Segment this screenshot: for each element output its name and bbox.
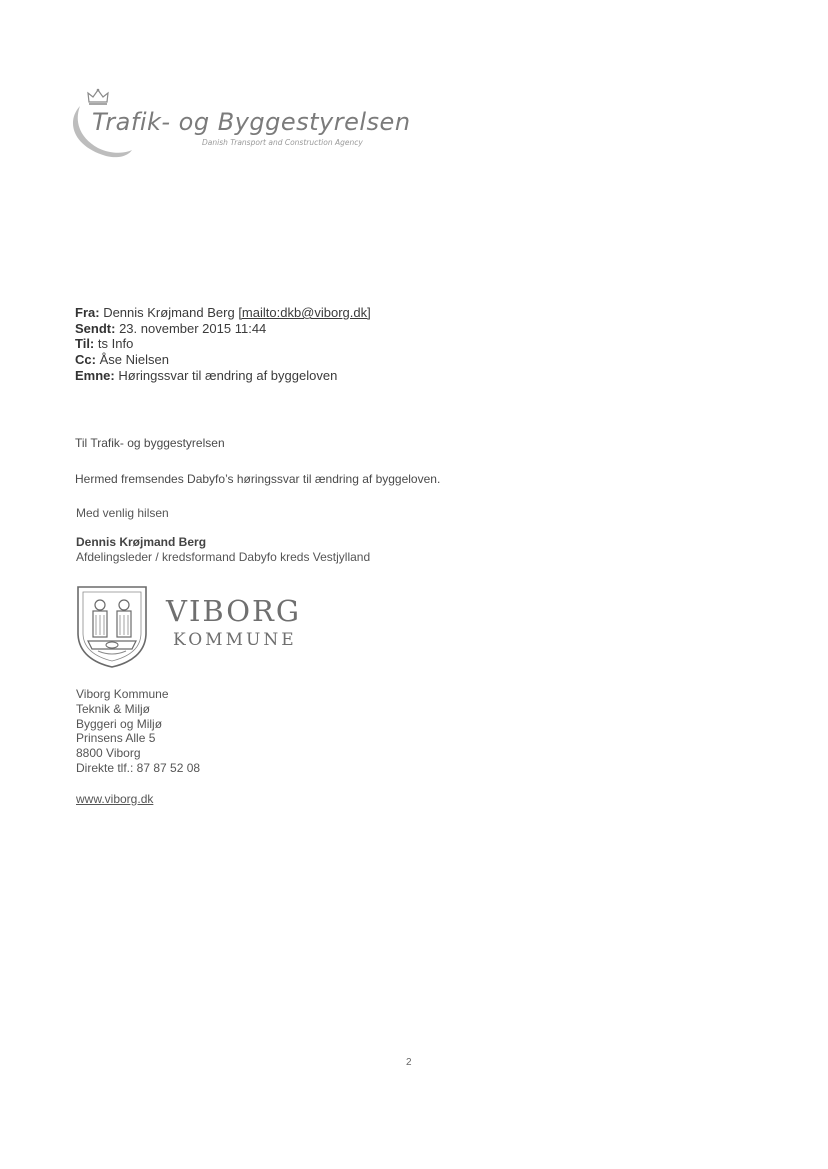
from-label: Fra:: [75, 305, 100, 320]
sent-line: [75, 321, 266, 337]
cc-line: [75, 352, 169, 368]
agency-logo: [66, 88, 411, 160]
signature-name: Dennis Krøjmand Berg: [76, 535, 207, 549]
viborg-coat-of-arms-icon: [74, 583, 150, 669]
closing: Med venlig hilsen: [76, 506, 169, 520]
to-label: Til:: [75, 336, 95, 351]
to-value: ts Info: [97, 336, 134, 351]
subject-value: Høringssvar til ændring af byggeloven: [118, 368, 338, 383]
agency-name: Trafik- og Byggestyrelsen: [92, 108, 411, 136]
message: Hermed fremsendes Dabyfo’s høringssvar til ændring af byggeloven.: [75, 472, 441, 486]
signature-title: Afdelingsleder / kredsformand Dabyfo kreds Vestjylland: [76, 550, 371, 564]
sent-value: 23. november 2015 11:44: [119, 321, 267, 336]
from-value: Dennis Krøjmand Berg: [103, 305, 235, 320]
subject-line: [75, 368, 337, 384]
website-link[interactable]: www.viborg.dk: [76, 792, 154, 806]
cc-value: Åse Nielsen: [99, 352, 169, 367]
sent-label: Sendt:: [75, 321, 116, 336]
subject-label: Emne:: [75, 368, 115, 383]
from-email-link[interactable]: [mailto:dkb@viborg.dk]: [238, 305, 371, 320]
cc-label: Cc:: [75, 352, 96, 367]
to-line: [75, 336, 133, 352]
address-line-4: Prinsens Alle 5: [76, 731, 156, 745]
address-line-1: Viborg Kommune: [76, 687, 169, 701]
kommune-wordmark: KOMMUNE: [173, 630, 297, 650]
greeting: Til Trafik- og byggestyrelsen: [75, 436, 225, 450]
agency-subtitle: Danish Transport and Construction Agency: [202, 138, 363, 147]
viborg-wordmark: VIBORG: [166, 594, 302, 628]
from-line: [75, 305, 371, 321]
phone-line: Direkte tlf.: 87 87 52 08: [76, 761, 201, 775]
address-line-2: Teknik & Miljø: [76, 702, 151, 716]
address-line-5: 8800 Viborg: [76, 746, 141, 760]
address-line-3: Byggeri og Miljø: [76, 717, 163, 731]
page-number: 2: [406, 1057, 412, 1068]
